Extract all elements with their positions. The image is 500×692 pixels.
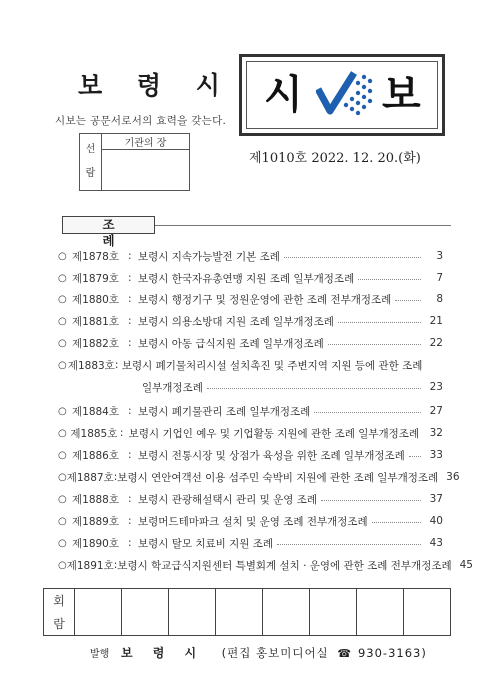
toc-ordinance-title: 일부개정조례 — [142, 381, 203, 394]
toc-ordinance-number: 제1883호 — [67, 359, 115, 372]
toc-ordinance-title: 보령시 전통시장 및 상점가 육성을 위한 조례 일부개정조례 — [138, 449, 405, 462]
circle-outline-icon: ○ — [58, 250, 67, 262]
toc-ordinance-title: 보령시 학교급식지원센터 특별회계 설치 · 운영에 관한 조례 전부개정조례 — [117, 559, 452, 572]
city-logo-icon — [316, 67, 376, 119]
toc-ordinance-number: 제1886호 — [72, 449, 120, 462]
toc-separator: : — [128, 337, 132, 349]
circle-outline-icon: ○ — [58, 405, 67, 417]
toc-entry — [58, 425, 443, 441]
circle-outline-icon: ○ — [58, 449, 67, 461]
approval-seal-box — [79, 133, 190, 191]
toc-page-number: 40 — [429, 515, 443, 527]
toc-separator: : — [128, 272, 132, 284]
toc-ordinance-number: 제1881호 — [72, 315, 120, 328]
circulation-cell — [169, 589, 216, 635]
circulation-cell — [357, 589, 404, 635]
seal-stamp-area — [102, 150, 190, 191]
circulation-cell — [75, 589, 122, 635]
toc-ordinance-number: 제1882호 — [72, 337, 120, 350]
section-divider — [155, 225, 451, 226]
toc-ordinance-title: 보령시 아동 급식지원 조례 일부개정조례 — [138, 337, 324, 350]
circle-outline-icon: ○ — [58, 559, 67, 571]
toc-ordinance-number: 제1879호 — [72, 272, 120, 285]
toc-page-number: 8 — [436, 293, 443, 305]
toc-separator: : — [128, 515, 132, 527]
circle-outline-icon: ○ — [58, 471, 67, 483]
circle-outline-icon: ○ — [58, 493, 67, 505]
toc-entry — [58, 270, 443, 286]
toc-ordinance-title: 보령시 연안여객선 이용 섬주민 숙박비 지원에 관한 조례 일부개정조례 — [117, 471, 439, 484]
toc-ordinance-title: 보령시 한국자유총연맹 지원 조례 일부개정조례 — [138, 272, 355, 285]
circle-outline-icon: ○ — [58, 359, 67, 371]
circulation-cell — [404, 589, 450, 635]
toc-page-number: 3 — [436, 250, 443, 262]
toc-leader-dots — [395, 294, 421, 301]
circle-outline-icon: ○ — [58, 315, 67, 327]
circle-outline-icon: ○ — [58, 293, 67, 305]
toc-entry — [58, 403, 443, 419]
toc-entry — [58, 357, 443, 373]
circle-outline-icon: ○ — [58, 427, 67, 439]
toc-leader-dots — [284, 251, 421, 258]
toc-entry — [58, 335, 443, 351]
toc-page-number: 37 — [429, 493, 443, 505]
toc-ordinance-title: 보령시 관광해설택시 관리 및 운영 조례 — [138, 493, 317, 506]
toc-separator: : — [128, 537, 132, 549]
toc-leader-dots — [207, 382, 421, 389]
toc-separator: : — [128, 250, 132, 262]
toc-separator: : — [128, 293, 132, 305]
toc-leader-dots — [277, 538, 421, 545]
toc-separator: : — [128, 405, 132, 417]
toc-ordinance-title: 보령머드테마파크 설치 및 운영 조례 전부개정조례 — [138, 515, 368, 528]
bulletin-title-box — [239, 54, 445, 136]
bulletin-char-bo: 보 — [382, 72, 421, 118]
editor-info: (편집 홍보미디어실 — [221, 646, 329, 660]
toc-ordinance-title: 보령시 폐기물처리시설 설치촉진 및 주변지역 지원 등에 관한 조례 — [121, 359, 423, 372]
toc-page-number: 23 — [429, 381, 443, 393]
toc-leader-dots — [314, 406, 421, 413]
toc-entry — [58, 557, 473, 573]
toc-ordinance-number: 제1884호 — [72, 405, 120, 418]
toc-leader-dots — [358, 273, 421, 280]
toc-entry — [58, 313, 443, 329]
toc-leader-dots — [338, 316, 421, 323]
toc-ordinance-number: 제1891호 — [66, 559, 114, 572]
circle-outline-icon: ○ — [58, 337, 67, 349]
circulation-cell — [122, 589, 169, 635]
circle-outline-icon: ○ — [58, 515, 67, 527]
toc-separator: : — [128, 315, 132, 327]
toc-ordinance-number: 제1885호 — [70, 427, 118, 440]
toc-entry — [58, 535, 443, 551]
toc-separator: : — [113, 471, 118, 483]
circulation-label: 회 람 — [44, 589, 75, 635]
city-title: 보 령 시 — [78, 71, 233, 100]
toc-ordinance-title: 보령시 지속가능발전 기본 조례 — [138, 250, 280, 263]
toc-entry — [58, 491, 443, 507]
phone-number: 930-3163) — [357, 646, 427, 660]
toc-separator: : — [128, 449, 132, 461]
bulletin-char-si: 시 — [264, 72, 303, 118]
publisher-footer — [90, 644, 427, 661]
toc-page-number: 33 — [429, 449, 443, 461]
toc-ordinance-number: 제1887호 — [66, 471, 114, 484]
issue-number-date: 제1010호 2022. 12. 20.(화) — [249, 151, 421, 166]
toc-ordinance-number: 제1890호 — [72, 537, 120, 550]
toc-page-number: 7 — [436, 272, 443, 284]
toc-entry — [142, 379, 443, 395]
circulation-cell — [216, 589, 263, 635]
toc-page-number: 36 — [446, 471, 460, 483]
section-header-ordinance: 조 례 — [62, 216, 155, 234]
toc-leader-dots — [372, 516, 421, 523]
toc-ordinance-number: 제1878호 — [72, 250, 120, 263]
circle-outline-icon: ○ — [58, 272, 67, 284]
toc-page-number: 45 — [459, 559, 473, 571]
telephone-icon: ☎ — [337, 647, 353, 660]
toc-entry — [58, 291, 443, 307]
circle-outline-icon: ○ — [58, 537, 67, 549]
seal-side-label: 선 람 — [80, 134, 102, 191]
publisher-label: 발행 — [90, 649, 110, 660]
toc-ordinance-number: 제1889호 — [72, 515, 120, 528]
toc-ordinance-number: 제1888호 — [72, 493, 120, 506]
toc-leader-dots — [409, 450, 421, 457]
toc-entry — [58, 469, 460, 485]
toc-ordinance-title: 보령시 폐기물관리 조례 일부개정조례 — [138, 405, 311, 418]
toc-leader-dots — [321, 494, 421, 501]
toc-separator: : — [128, 493, 132, 505]
toc-page-number: 27 — [429, 405, 443, 417]
toc-separator: : — [114, 359, 119, 371]
circulation-box — [43, 588, 451, 636]
toc-page-number: 21 — [429, 315, 443, 327]
toc-page-number: 22 — [429, 337, 443, 349]
toc-ordinance-title: 보령시 탈모 치료비 지원 조례 — [138, 537, 274, 550]
toc-leader-dots — [328, 338, 421, 345]
toc-entry — [58, 513, 443, 529]
toc-page-number: 32 — [429, 427, 443, 439]
circulation-cell — [310, 589, 357, 635]
toc-ordinance-title: 보령시 의용소방대 지원 조례 일부개정조례 — [138, 315, 334, 328]
toc-ordinance-number: 제1880호 — [72, 293, 120, 306]
toc-separator: : — [113, 559, 118, 571]
toc-entry — [58, 248, 443, 264]
publisher-name: 보 령 시 — [120, 646, 205, 660]
bulletin-subtitle: 시보는 공문서로서의 효력을 갖는다. — [55, 115, 227, 127]
seal-header: 기관의 장 — [102, 134, 190, 150]
toc-page-number: 43 — [429, 537, 443, 549]
toc-ordinance-title: 보령시 행정기구 및 정원운영에 관한 조례 전부개정조례 — [138, 293, 392, 306]
circulation-cell — [263, 589, 310, 635]
toc-entry — [58, 447, 443, 463]
toc-separator: : — [119, 427, 124, 439]
toc-ordinance-title: 보령시 기업인 예우 및 기업활동 지원에 관한 조례 일부개정조례 — [128, 427, 420, 440]
